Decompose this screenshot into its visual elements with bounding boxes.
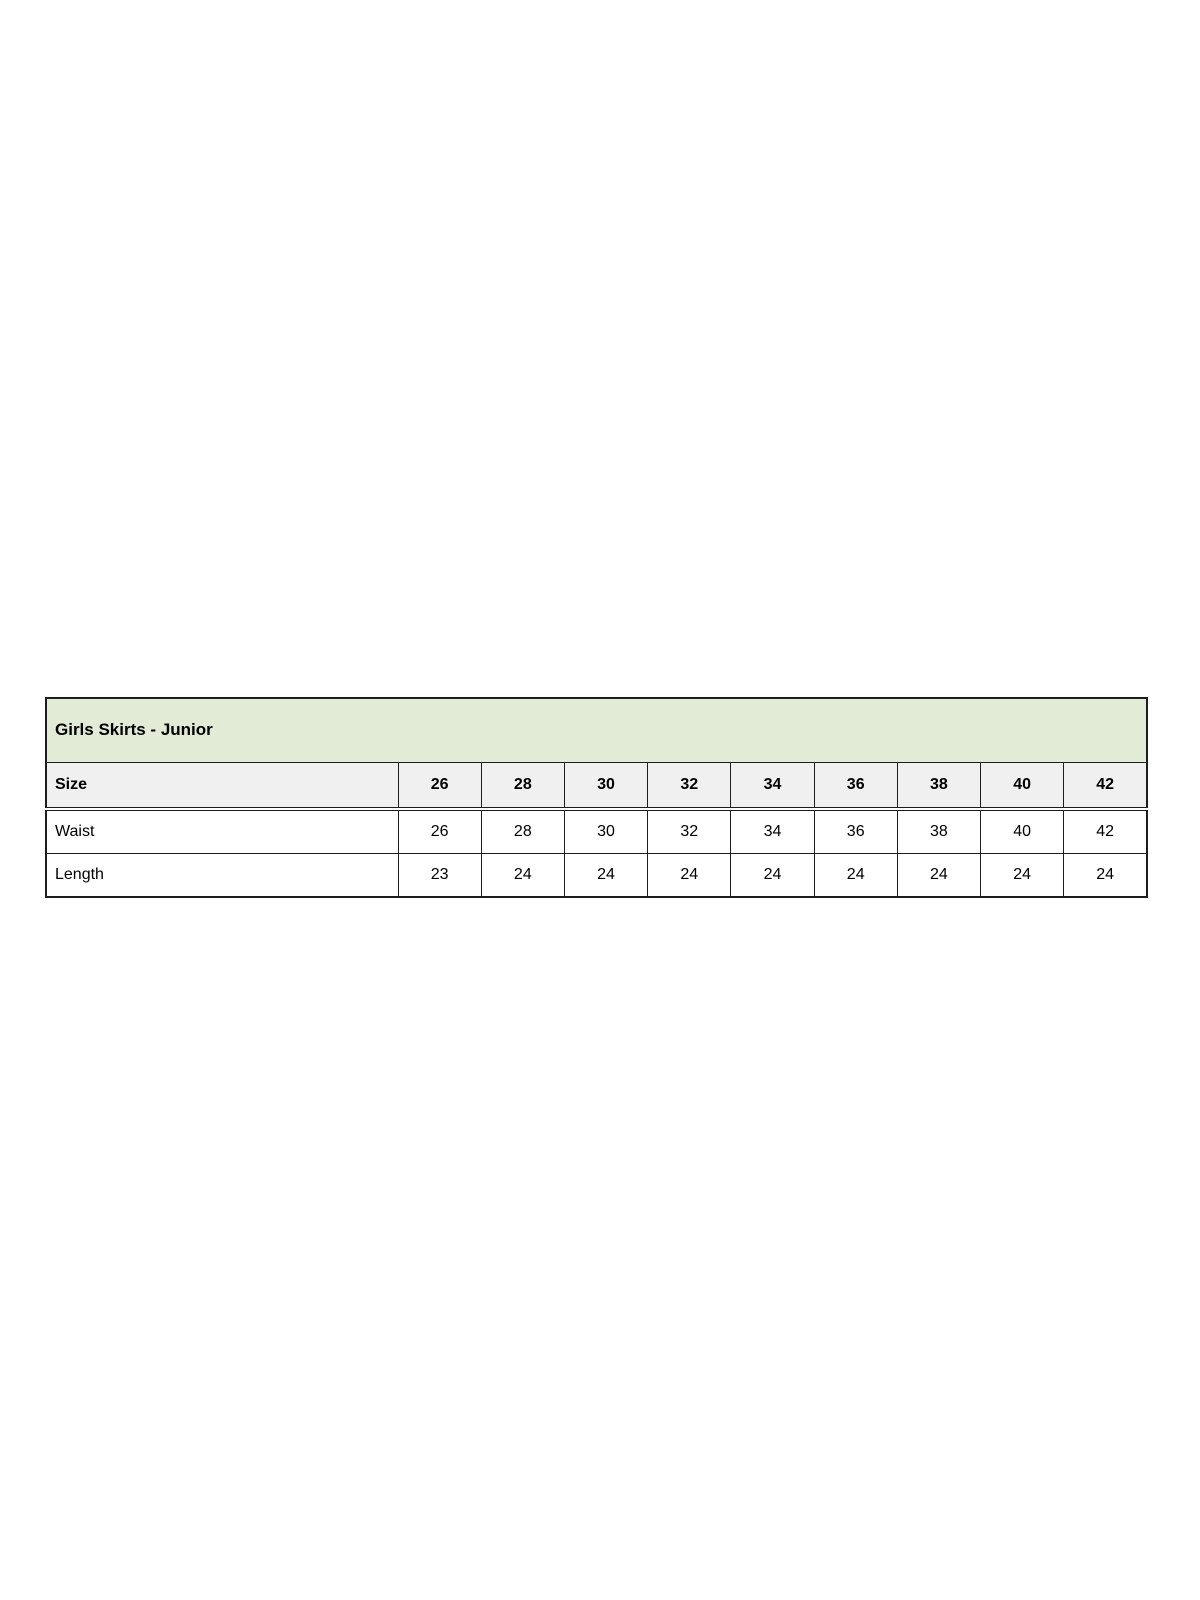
length-value-cell: 24 — [814, 853, 897, 897]
waist-value-cell: 30 — [564, 809, 647, 853]
length-value-cell: 24 — [731, 853, 814, 897]
length-value-cell: 24 — [897, 853, 980, 897]
size-header-cell: 32 — [648, 762, 731, 809]
waist-value-cell: 34 — [731, 809, 814, 853]
size-header-cell: 40 — [981, 762, 1064, 809]
size-header-label: Size — [46, 762, 398, 809]
size-header-cell: 28 — [481, 762, 564, 809]
size-chart-table — [45, 697, 1148, 898]
length-value-cell: 24 — [481, 853, 564, 897]
length-value-cell: 24 — [1064, 853, 1147, 897]
waist-value-cell: 28 — [481, 809, 564, 853]
size-header-cell: 42 — [1064, 762, 1147, 809]
length-value-cell: 24 — [648, 853, 731, 897]
table-title: Girls Skirts - Junior — [46, 698, 1147, 762]
length-row-label: Length — [46, 853, 398, 897]
length-value-cell: 24 — [564, 853, 647, 897]
size-header-cell: 26 — [398, 762, 481, 809]
length-value-cell: 23 — [398, 853, 481, 897]
waist-row-label: Waist — [46, 809, 398, 853]
size-header-cell: 36 — [814, 762, 897, 809]
size-header-cell: 38 — [897, 762, 980, 809]
table-title-row — [46, 698, 1147, 762]
length-row — [46, 853, 1147, 897]
waist-value-cell: 38 — [897, 809, 980, 853]
waist-value-cell: 32 — [648, 809, 731, 853]
waist-row — [46, 809, 1147, 853]
waist-value-cell: 26 — [398, 809, 481, 853]
size-chart-section — [45, 697, 1148, 898]
size-header-row — [46, 762, 1147, 809]
waist-value-cell: 40 — [981, 809, 1064, 853]
size-header-cell: 30 — [564, 762, 647, 809]
waist-value-cell: 42 — [1064, 809, 1147, 853]
length-value-cell: 24 — [981, 853, 1064, 897]
size-header-cell: 34 — [731, 762, 814, 809]
waist-value-cell: 36 — [814, 809, 897, 853]
